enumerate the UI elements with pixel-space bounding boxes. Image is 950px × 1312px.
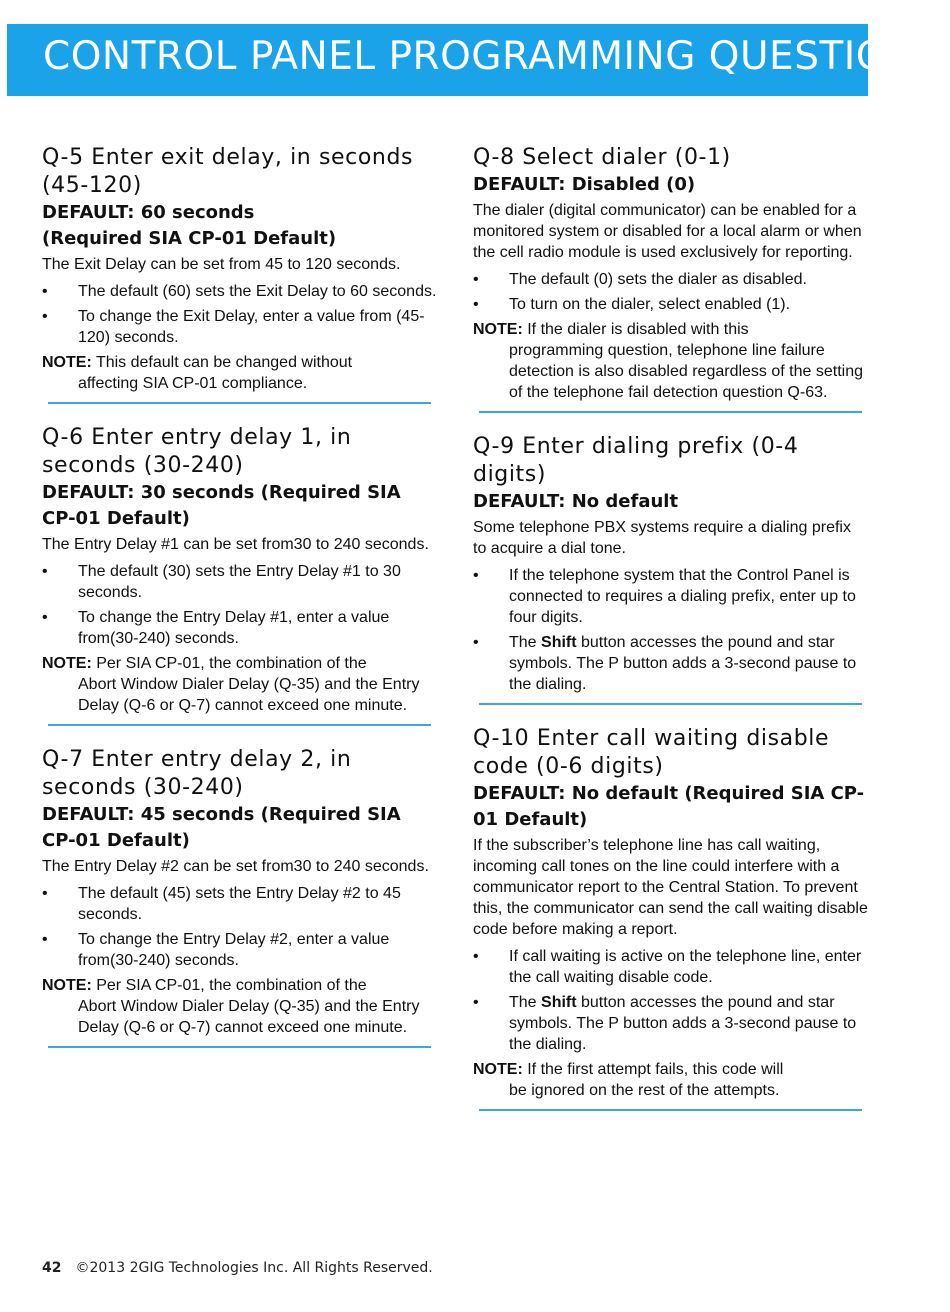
bullet-icon: • [473,567,479,584]
bullet-text: The default (0) sets the dialer as disabled. [509,271,807,288]
bullet-text: The default (45) sets the Entry Delay #2 to 45 seconds. [78,885,401,923]
question-default: DEFAULT: 30 seconds (Required SIA CP-01 Default) [42,482,401,529]
note-text: If the first attempt fails, this code will [527,1061,784,1078]
bullet-icon: • [42,609,48,626]
bullet-text: To change the Entry Delay #1, enter a value from(30-240) seconds. [78,609,390,647]
question-title: Q-10 Enter call waiting disable code (0-6 digits) [473,726,830,779]
question-description: The Exit Delay can be set from 45 to 120 seconds. [42,256,401,273]
section-divider [479,411,862,413]
bullet-icon: • [473,296,479,313]
bullet-icon: • [42,931,48,948]
left-column [42,144,437,1068]
question-description: The dialer (digital communicator) can be enabled for a monitored system or disabled for a local alarm or when the cell radio module is used exclusively for reporting. [473,202,862,261]
bullet-list [473,269,868,315]
bullet-item [473,269,868,290]
section-divider [48,402,431,404]
question-default: DEFAULT: No default (Required SIA CP-01 Default) [473,783,865,830]
note [42,975,437,1038]
right-column [473,144,868,1131]
bullet-list [42,561,437,649]
bullet-text-post: button accesses the pound and star symbols. The P button adds a 3-second pause to the dialing. [509,994,857,1053]
note-text: If the dialer is disabled with this [527,321,749,338]
note-text: Per SIA CP-01, the combination of the [96,655,367,672]
note-text-continued: Abort Window Dialer Delay (Q-35) and the Entry Delay (Q-6 or Q-7) cannot exceed one minute. [78,998,420,1036]
bullet-text: To turn on the dialer, select enabled (1). [509,296,791,313]
question-title: Q-9 Enter dialing prefix (0-4 digits) [473,434,799,487]
question-default: DEFAULT: No default [473,491,679,512]
page-footer [42,1260,433,1276]
question-description: If the subscriber’s telephone line has call waiting, incoming call tones on the line could interfere with a communicator report to the Central Station. To prevent this, the communicator can send the call waiting disable code before making a report. [473,837,868,938]
note-text: Per SIA CP-01, the combination of the [96,977,367,994]
header-banner [7,24,942,96]
question-description: The Entry Delay #1 can be set from30 to 240 seconds. [42,536,429,553]
section-divider [48,724,431,726]
bullet-icon: • [473,948,479,965]
bullet-item [42,306,437,348]
note-text-continued: be ignored on the rest of the attempts. [509,1082,780,1099]
question-q6 [42,424,437,726]
question-q9 [473,433,868,705]
question-q5 [42,144,437,404]
question-default: DEFAULT: 45 seconds (Required SIA CP-01 Default) [42,804,401,851]
question-title: Q-6 Enter entry delay 1, in seconds (30-240) [42,425,352,478]
note-label: NOTE: [42,354,92,371]
question-default: (Required SIA CP-01 Default) [42,228,337,249]
bullet-icon: • [473,994,479,1011]
question-q7 [42,746,437,1048]
bullet-item [473,565,868,628]
note-label: NOTE: [42,977,92,994]
note-label: NOTE: [473,321,523,338]
note-label: NOTE: [473,1061,523,1078]
bullet-item [42,929,437,971]
bullet-item [473,632,868,695]
bullet-item [42,561,437,603]
question-description: Some telephone PBX systems require a dialing prefix to acquire a dial tone. [473,519,851,557]
bullet-item [473,992,868,1055]
question-title: Q-7 Enter entry delay 2, in seconds (30-240) [42,747,352,800]
bullet-item [473,946,868,988]
bullet-item [42,883,437,925]
bullet-text: To change the Entry Delay #2, enter a value from(30-240) seconds. [78,931,390,969]
bullet-list [42,281,437,348]
bullet-text-pre: The [509,994,542,1011]
note-label: NOTE: [42,655,92,672]
page-title: CONTROL PANEL PROGRAMMING QUESTIONS [43,34,942,79]
question-default: DEFAULT: 60 seconds [42,202,255,223]
note [473,319,868,403]
section-divider [479,1109,862,1111]
question-q8 [473,144,868,413]
bullet-icon: • [42,308,48,325]
bullet-item [42,607,437,649]
note [42,352,437,394]
question-title: Q-8 Select dialer (0-1) [473,145,731,170]
bullet-item [473,294,868,315]
bullet-icon: • [473,271,479,288]
bullet-item [42,281,437,302]
note [473,1059,868,1101]
bullet-icon: • [42,283,48,300]
note-text: This default can be changed without [95,354,353,371]
note-text-continued: Abort Window Dialer Delay (Q-35) and the Entry Delay (Q-6 or Q-7) cannot exceed one minute. [78,676,420,714]
shift-label: Shift [541,634,577,651]
copyright-text: ©2013 2GIG Technologies Inc. All Rights Reserved. [75,1260,433,1276]
note [42,653,437,716]
note-text-continued: programming question, telephone line failure detection is also disabled regardless of the setting of the telephone fail detection question Q-63. [509,342,863,401]
question-title: Q-5 Enter exit delay, in seconds (45-120) [42,145,414,198]
bullet-icon: • [42,563,48,580]
section-divider [479,703,862,705]
bullet-text: To change the Exit Delay, enter a value from (45-120) seconds. [78,308,425,346]
note-text-continued: affecting SIA CP-01 compliance. [78,375,308,392]
bullet-text: The default (60) sets the Exit Delay to 60 seconds. [78,283,437,300]
question-q10 [473,725,868,1111]
bullet-text-post: button accesses the pound and star symbols. The P button adds a 3-second pause to the dialing. [509,634,857,693]
bullet-list [473,565,868,695]
section-divider [48,1046,431,1048]
bullet-icon: • [42,885,48,902]
bullet-text-pre: The [509,634,542,651]
question-default: DEFAULT: Disabled (0) [473,174,696,195]
bullet-text: If call waiting is active on the telephone line, enter the call waiting disable code. [509,948,862,986]
shift-label: Shift [541,994,577,1011]
bullet-list [42,883,437,971]
bullet-text: If the telephone system that the Control Panel is connected to requires a dialing prefix, enter up to four digits. [509,567,856,626]
question-description: The Entry Delay #2 can be set from30 to 240 seconds. [42,858,429,875]
page-number: 42 [42,1260,62,1276]
bullet-list [473,946,868,1055]
bullet-text: The default (30) sets the Entry Delay #1 to 30 seconds. [78,563,401,601]
bullet-icon: • [473,634,479,651]
